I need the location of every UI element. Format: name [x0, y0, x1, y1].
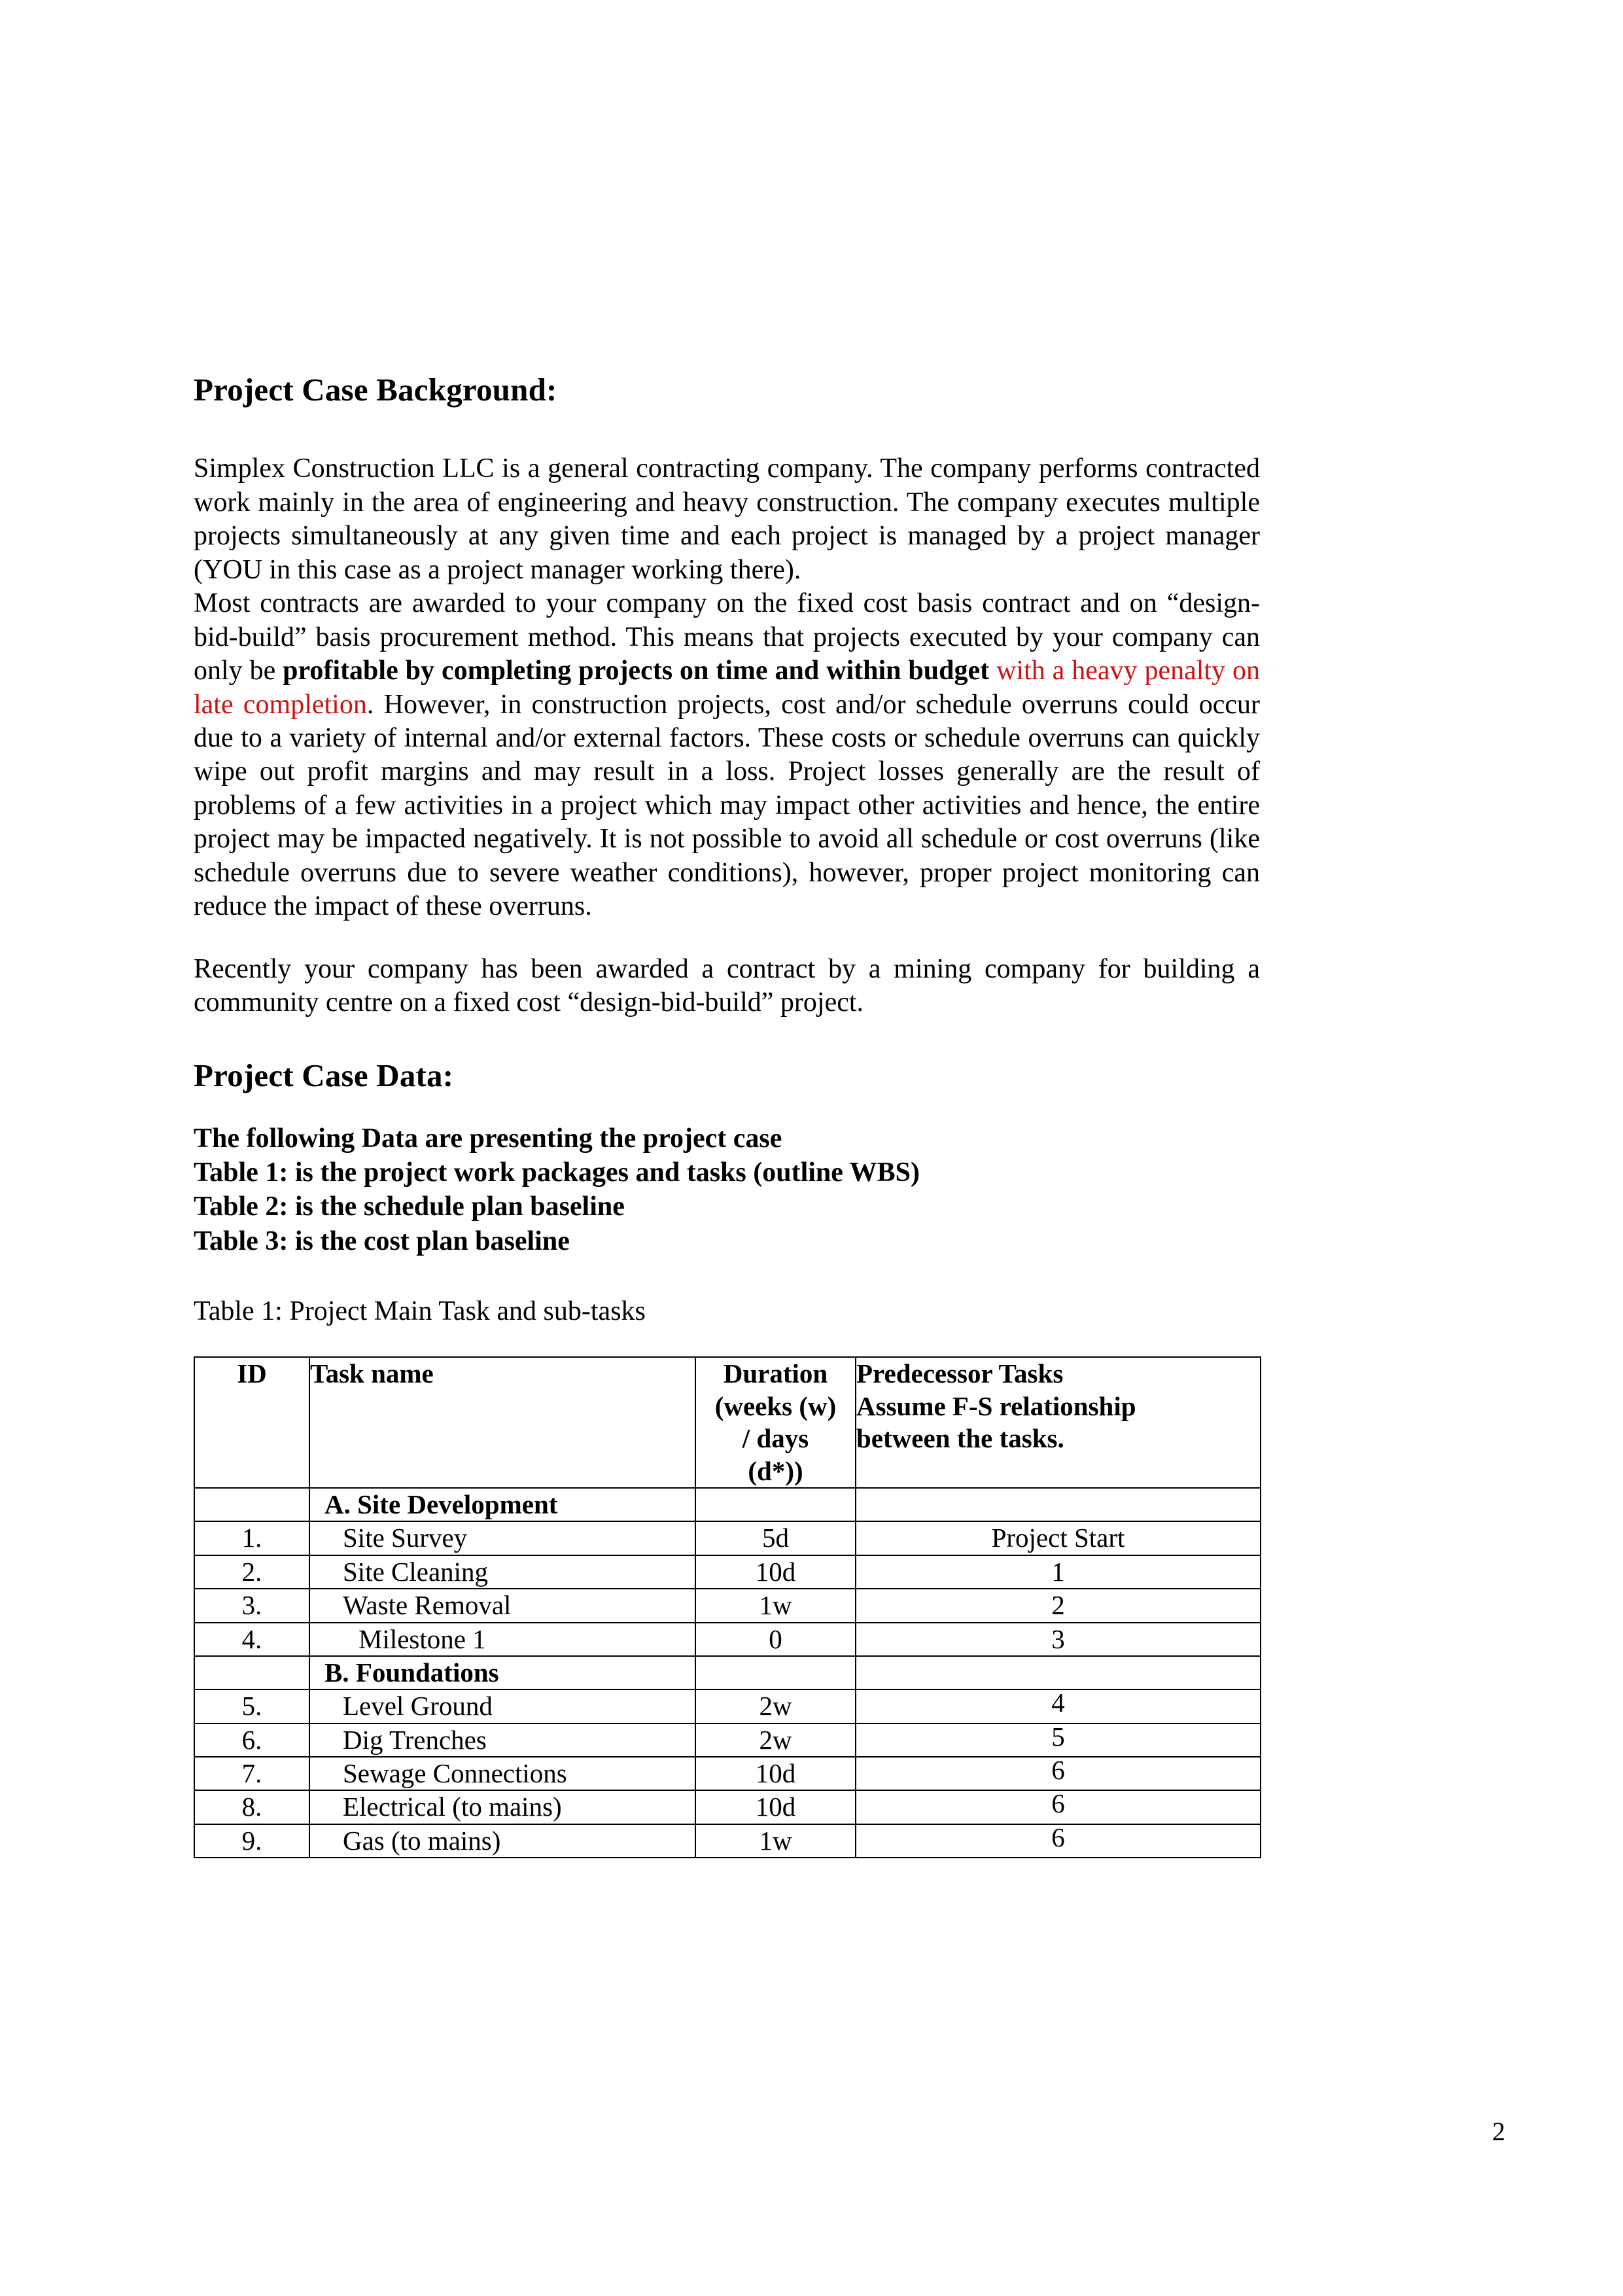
table-row [194, 1790, 1261, 1824]
cell-id: 2. [194, 1555, 309, 1589]
paragraph-segment-bold-profitable: profitable [283, 656, 398, 686]
task-label: Site Survey [343, 1523, 468, 1553]
cell-id: 5. [194, 1689, 309, 1723]
header-cell-duration [695, 1357, 856, 1488]
data-intro-line-0: The following Data are presenting the project case [194, 1123, 782, 1154]
spacer [194, 924, 1260, 953]
cell-duration: 2w [695, 1689, 856, 1723]
page-content [194, 373, 1260, 1858]
cell-id: 8. [194, 1790, 309, 1824]
cell-task-name [309, 1757, 695, 1790]
header-cell-id: ID [194, 1357, 309, 1488]
paragraph-company-intro: Simplex Construction LLC is a general contracting company. The company performs contracted work mainly in the area of engineering and heavy construction. The company executes multiple projects simultaneously at any given time and each project is managed by a project manager (YOU in this case as a project manager working there). [194, 453, 1260, 585]
data-intro-line-2: Table 2: is the schedule plan baseline [194, 1192, 625, 1222]
cell-duration: 0 [695, 1623, 856, 1656]
cell-duration [695, 1656, 856, 1689]
task-label: Waste Removal [343, 1590, 512, 1621]
cell-id: 4. [194, 1623, 309, 1656]
header-predecessor-line-2: Assume F-S relationship [856, 1390, 1136, 1421]
task-label: Sewage Connections [343, 1758, 567, 1789]
spacer [194, 1258, 1260, 1295]
cell-task-name [309, 1521, 695, 1555]
cell-task-name [309, 1790, 695, 1824]
cell-predecessor: 5 [856, 1720, 1261, 1754]
cell-predecessor [856, 1656, 1261, 1689]
paragraph-segment-bold-on-time-budget: completing projects on time and within budget [441, 656, 990, 686]
cell-id: 3. [194, 1589, 309, 1622]
table-caption: Table 1: Project Main Task and sub-tasks [194, 1296, 646, 1326]
header-duration-line-2: (weeks (w) [714, 1390, 837, 1421]
cell-task-name [309, 1723, 695, 1757]
cell-duration [695, 1488, 856, 1521]
header-duration-line-3: / days [742, 1423, 809, 1454]
task-label: Level Ground [343, 1691, 493, 1722]
table-row [194, 1689, 1261, 1723]
cell-id [194, 1488, 309, 1521]
cell-duration: 10d [695, 1555, 856, 1589]
cell-predecessor: 6 [856, 1821, 1261, 1854]
spacer [194, 406, 1260, 452]
cell-predecessor: Project Start [856, 1521, 1261, 1555]
task-label: Dig Trenches [343, 1724, 487, 1755]
cell-duration: 2w [695, 1723, 856, 1757]
spacer [194, 1019, 1260, 1059]
task-label: Gas (to mains) [343, 1825, 501, 1856]
cell-id: 9. [194, 1824, 309, 1858]
cell-predecessor [856, 1488, 1261, 1521]
table-row [194, 1656, 1261, 1689]
page-title-project-case-background: Project Case Background: [194, 372, 557, 408]
table-row [194, 1824, 1261, 1858]
cell-id: 7. [194, 1757, 309, 1790]
cell-duration: 10d [695, 1790, 856, 1824]
task-label: Site Cleaning [343, 1556, 489, 1587]
paragraph-segment-plain-3: . However, in construction projects, cost and/or schedule overruns could occur due to a variety of internal and/or external factors. These costs or schedule overruns can quickly wipe out profit margins and may result in a loss. Project losses generally are the result of problems of a few activities in a project which may impact other activities and hence, the entire project may be impacted negatively. It is not possible to avoid all schedule or cost overruns (like schedule overruns due to severe weather conditions), however, proper project monitoring can reduce the impact of these overruns. [194, 689, 1260, 922]
header-cell-predecessor [856, 1357, 1261, 1488]
header-duration-line-1: Duration [723, 1358, 828, 1389]
cell-section-name [309, 1656, 695, 1689]
data-intro-line-1: Table 1: is the project work packages and tasks (outline WBS) [194, 1157, 920, 1188]
data-intro-list [194, 1122, 1260, 1258]
task-label: Milestone 1 [358, 1623, 486, 1654]
cell-predecessor: 1 [856, 1555, 1261, 1589]
task-label: Electrical (to mains) [343, 1792, 562, 1822]
cell-predecessor: 3 [856, 1623, 1261, 1656]
spacer [194, 1093, 1260, 1122]
cell-predecessor: 4 [856, 1686, 1261, 1720]
cell-predecessor: 6 [856, 1754, 1261, 1787]
cell-task-name [309, 1689, 695, 1723]
table-row [194, 1757, 1261, 1790]
cell-task-name [309, 1824, 695, 1858]
task-label: B. Foundations [324, 1657, 499, 1687]
paragraph-segment-plain-2: by [398, 656, 442, 686]
wbs-table [194, 1356, 1261, 1858]
table-row [194, 1589, 1261, 1622]
task-label: A. Site Development [324, 1489, 558, 1519]
spacer [194, 1328, 1260, 1356]
paragraph-recent-contract: Recently your company has been awarded a contract by a mining company for building a community centre on a fixed cost “design-bid-build” project. [194, 953, 1260, 1017]
table-header-row [194, 1357, 1261, 1488]
paragraph-segment-plain-1: Most contracts are awarded to your company on the fixed cost basis contract and on “design-bid-build” basis procurement method. This means that projects executed by your company can only be [194, 588, 1260, 686]
data-intro-line-3: Table 3: is the cost plan baseline [194, 1226, 570, 1256]
cell-duration: 10d [695, 1757, 856, 1790]
page-number: 2 [1492, 2117, 1505, 2146]
cell-task-name [309, 1555, 695, 1589]
header-duration-line-4: (d*)) [748, 1455, 803, 1486]
cell-duration: 1w [695, 1589, 856, 1622]
header-predecessor-line-3: between the tasks. [856, 1423, 1064, 1454]
section-title-project-case-data: Project Case Data: [194, 1057, 454, 1094]
cell-duration: 1w [695, 1824, 856, 1858]
cell-id: 1. [194, 1521, 309, 1555]
paragraph-contracts-profitability [194, 587, 1260, 923]
wbs-table-body [194, 1488, 1261, 1858]
table-row [194, 1488, 1261, 1521]
table-row [194, 1623, 1261, 1656]
header-predecessor-line-1: Predecessor Tasks [856, 1358, 1064, 1389]
paragraph-segment-red-penalty: with a heavy penalty on late completion [194, 656, 1261, 720]
table-row [194, 1723, 1261, 1757]
cell-predecessor: 2 [856, 1589, 1261, 1622]
cell-predecessor: 6 [856, 1787, 1261, 1820]
cell-section-name [309, 1488, 695, 1521]
cell-id [194, 1656, 309, 1689]
header-cell-task-name: Task name [309, 1357, 695, 1488]
cell-duration: 5d [695, 1521, 856, 1555]
cell-task-name [309, 1623, 695, 1656]
cell-task-name [309, 1589, 695, 1622]
table-row [194, 1521, 1261, 1555]
table-row [194, 1555, 1261, 1589]
cell-id: 6. [194, 1723, 309, 1757]
